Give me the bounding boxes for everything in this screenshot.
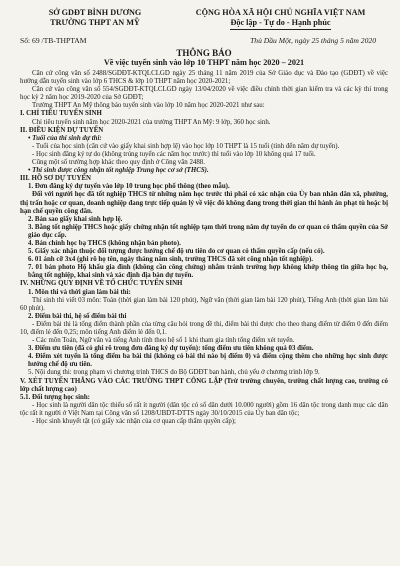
paragraph: - Tuổi của học sinh (căn cứ vào giấy khai sinh hợp lệ) vào học lớp 10 THPT là 15 tuổi (tính đến năm dự tuyển). <box>32 142 340 150</box>
section-heading: I. CHỈ TIÊU TUYỂN SINH <box>20 110 102 118</box>
paragraph: Đối với người học đã tốt nghiệp THCS từ những năm học trước thì phải có xác nhận của Ủy ban nhân dân xã, phường, thị trấn hoặc cơ quan, doanh nghiệp đang trực tiếp quản lý về việc đó không đang trong thời gian thi hành án phạt tù hoặc bị hạn chế quyền công dân. <box>20 191 388 215</box>
list-item: 4. Điểm xét tuyển là tổng điểm ba bài thi (không có bài thi nào bị điểm 0) và điểm cộng thêm cho những học sinh được hưởng chế độ ưu tiên. <box>28 353 388 369</box>
paragraph: - Các môn Toán, Ngữ văn và tiếng Anh tính theo hệ số 1 khi tham gia tính tổng điểm xét tuyển. <box>32 337 295 345</box>
list-item: 1. Đơn đăng ký dự tuyển vào lớp 10 trung học phổ thông (theo mẫu). <box>28 183 230 191</box>
paragraph: - Điểm bài thi là tổng điểm thành phần của từng câu hỏi trong đề thi, điểm bài thi được cho theo thang điểm từ điểm 0 đến điểm 10, điểm lẻ đến 0,25; môn tiếng Anh điểm lẻ đến 0,1. <box>20 320 388 336</box>
section-heading: IV. NHỮNG QUY ĐỊNH VỀ TỔ CHỨC TUYỂN SINH <box>20 280 183 288</box>
department-name: SỞ GDĐT BÌNH DƯƠNG <box>48 8 142 17</box>
paragraph: Trường THPT An Mỹ thông báo tuyển sinh vào lớp 10 năm học 2020-2021 như sau: <box>32 102 265 110</box>
paragraph: - Học sinh khuyết tật (có giấy xác nhận của cơ quan cấp thẩm quyền cấp); <box>32 418 236 426</box>
country-name: CỘNG HÒA XÃ HỘI CHỦ NGHĨA VIỆT NAM <box>195 8 366 17</box>
list-item: 2. Điểm bài thi, hệ số điểm bài thi <box>28 312 127 320</box>
list-item: 5. Nội dung thi: trong phạm vi chương trình THCS do Bộ GDĐT ban hành, chủ yếu ở chương trình lớp 9. <box>28 369 320 377</box>
list-item: 2. Bản sao giấy khai sinh hợp lệ. <box>28 215 123 223</box>
section-heading: V. XÉT TUYỂN THẲNG VÀO CÁC TRƯỜNG THPT CÔNG LẬP (Trừ trường chuyên, trường chất lượng cao, trường có lớp chất lượng cao) <box>20 377 388 393</box>
issuer-block <box>20 8 170 30</box>
document-date: Thủ Dầu Một, ngày 25 tháng 5 năm 2020 <box>250 36 376 45</box>
document-number: Số: 69 /TB-THPTAM <box>20 36 87 45</box>
document-subtitle: Về việc tuyển sinh vào lớp 10 THPT năm học 2020 – 2021 <box>103 58 305 67</box>
list-item: 3. Bằng tốt nghiệp THCS hoặc giấy chứng nhận tốt nghiệp tạm thời trong năm dự tuyển do cơ quan có thẩm quyền của Sở giáo dục cấp. <box>28 223 388 239</box>
paragraph: Căn cứ công văn số 2488/SGDĐT-KTQLCLGD ngày 25 tháng 11 năm 2019 của Sở Giáo dục và Đào tạo (GDĐT) về việc hướng dẫn tuyển sinh vào lớp 6 THCS & lớp 10 THPT năm học 2020-2021; <box>20 70 388 86</box>
list-item: 6. 01 ảnh cỡ 3x4 (ghi rõ họ tên, ngày tháng năm sinh, trường THCS đã xét công nhận tốt nghiệp). <box>28 256 314 264</box>
paragraph: Cũng một số trường hợp khác theo quy định ở Công văn 2488. <box>32 159 205 167</box>
paragraph: - Học sinh đăng ký tự do (không trúng tuyển các năm học trước) thì tuổi vào lớp 10 không quá 17 tuổi. <box>32 150 316 158</box>
section-heading: III. HỒ SƠ DỰ TUYỂN <box>20 175 92 183</box>
list-item: 4. Bản chính học bạ THCS (không nhận bản photo). <box>28 239 181 247</box>
national-motto-block <box>173 8 388 30</box>
list-item: 7. 01 bản photo Hộ khẩu gia đình (không cần công chứng) nhằm tránh trường hợp không khớp thông tin giữa học bạ, bằng tốt nghiệp, khai sinh và xác định địa bàn dự tuyển. <box>28 264 388 280</box>
document-title: THÔNG BÁO <box>176 48 232 58</box>
number-date-row <box>20 36 388 46</box>
section-heading: II. ĐIỀU KIỆN DỰ TUYỂN <box>20 126 104 134</box>
paragraph: Căn cứ vào công văn số 554/SGDĐT-KTQLCLGD ngày 13/04/2020 về việc điều chỉnh thời gian kiểm tra và các kỳ thi trong học kỳ 2 năm học 2019-2020 của Sở GDĐT; <box>20 86 388 102</box>
document-header <box>20 8 388 30</box>
subsection-heading: 5.1. Đối tượng học sinh: <box>20 393 90 401</box>
paragraph: - Học sinh là người dân tộc thiểu số rất ít người (dân tộc có số dân dưới 10.000 người) gồm 16 dân tộc trong danh mục các dân tộc rất ít người ở Việt Nam tại Công văn số 1208/UBDT-DTTS ngày 30/10/2015 của Ủy ban dân tộc; <box>20 401 388 417</box>
document-body <box>20 70 388 426</box>
list-item: 5. Giấy xác nhận thuộc đối tượng được hưởng chế độ ưu tiên do cơ quan có thẩm quyền cấp (nếu có). <box>28 248 325 256</box>
paragraph: Thí sinh thi viết 03 môn: Toán (thời gian làm bài 120 phút), Ngữ văn (thời gian làm bài 120 phút), Tiếng Anh (thời gian làm bài 60 phút). <box>20 296 388 312</box>
bullet-item: • Thí sinh được công nhận tốt nghiệp Trung học cơ sở (THCS). <box>28 167 209 175</box>
list-item: 1. Môn thi và thời gian làm bài thi: <box>28 288 131 296</box>
list-item: 3. Điểm ưu tiên (đã có ghi rõ trong đơn đăng ký dự tuyển): tổng điểm ưu tiên không quá 03 điểm. <box>28 345 314 353</box>
school-name: TRƯỜNG THPT AN MỸ <box>50 18 140 27</box>
motto: Độc lập - Tự do - Hạnh phúc <box>230 18 330 30</box>
bullet-item: • Tuổi của thí sinh dự thi: <box>28 134 102 142</box>
paragraph: Chỉ tiêu tuyển sinh năm học 2020-2021 của trường THPT An Mỹ: 9 lớp, 360 học sinh. <box>32 118 271 126</box>
